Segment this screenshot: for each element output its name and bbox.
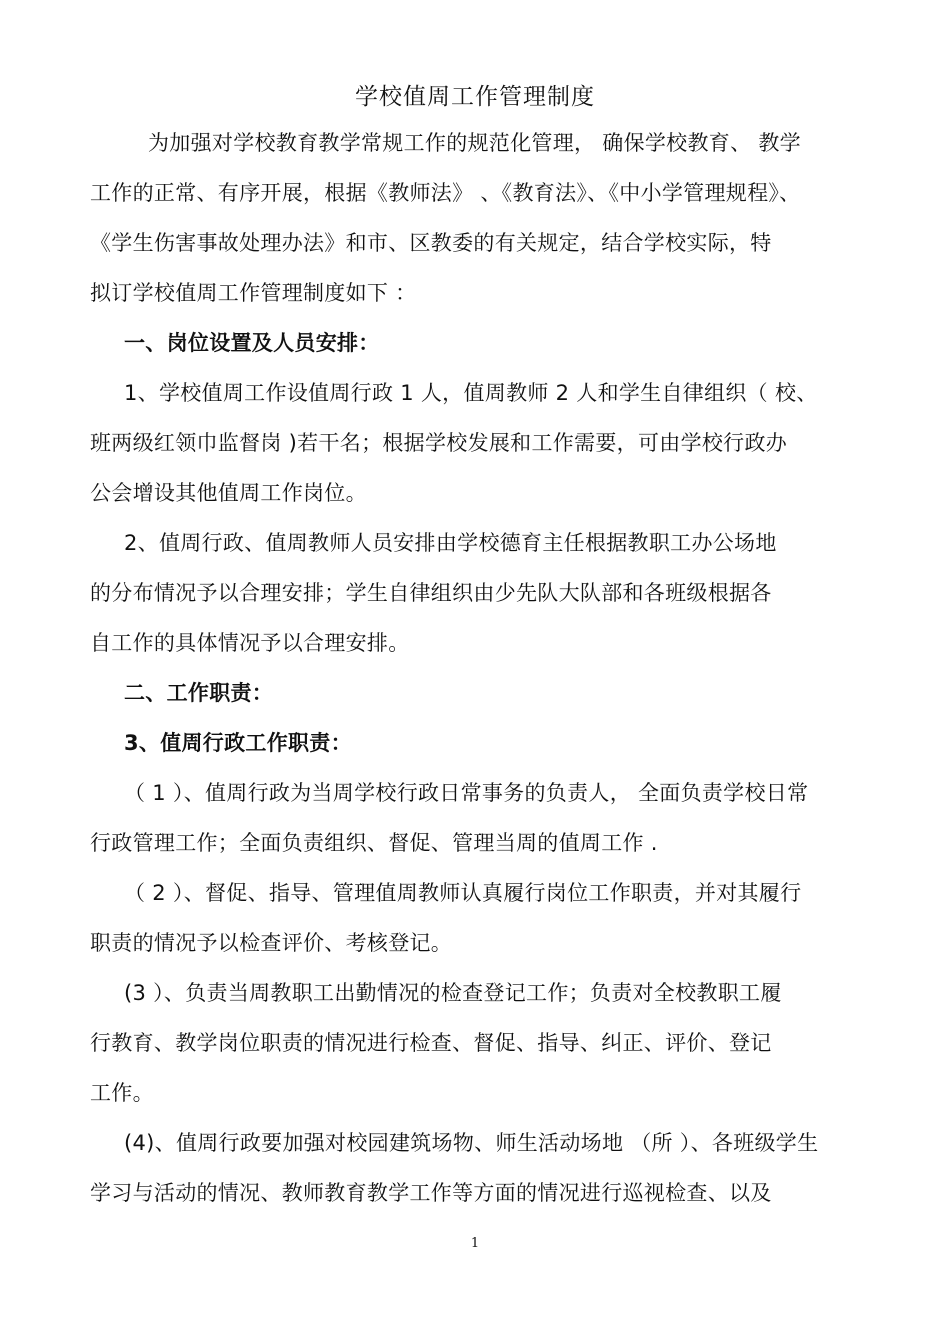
body-line-15: 行政管理工作；全面负责组织、督促、管理当周的值周工作 . <box>90 831 658 855</box>
section-heading-2: 二、工作职责： <box>124 681 274 705</box>
body-line-2: 工作的正常、有序开展，根据《教师法》 、《教育法》、《中小学管理规程》、 <box>90 181 801 205</box>
body-line-7: 班两级红领巾监督岗 )若干名；根据学校发展和工作需要，可由学校行政办 <box>90 431 788 455</box>
body-line-8: 公会增设其他值周工作岗位。 <box>90 481 367 505</box>
body-line-19: 行教育、教学岗位职责的情况进行检查、督促、指导、纠正、评价、登记 <box>90 1031 772 1055</box>
body-line-3: 《学生伤害事故处理办法》和市、区教委的有关规定，结合学校实际，特 <box>90 231 772 255</box>
section-heading-1: 一、岗位设置及人员安排： <box>124 331 380 355</box>
body-line-10: 的分布情况予以合理安排；学生自律组织由少先队大队部和各班级根据各 <box>90 581 772 605</box>
body-line-21: (4)、值周行政要加强对校园建筑场物、师生活动场地 （所 ）、各班级学生 <box>124 1131 819 1155</box>
body-line-20: 工作。 <box>90 1081 154 1105</box>
body-line-18: (3 ）、负责当周教职工出勤情况的检查登记工作；负责对全校教职工履 <box>124 981 782 1005</box>
page-number: 1 <box>470 1236 480 1251</box>
body-line-1: 为加强对学校教育教学常规工作的规范化管理， 确保学校教育、 教学 <box>148 131 801 155</box>
body-line-14: （ 1 ）、值周行政为当周学校行政日常事务的负责人， 全面负责学校日常 <box>124 781 809 805</box>
body-line-17: 职责的情况予以检查评价、考核登记。 <box>90 931 453 955</box>
body-line-11: 自工作的具体情况予以合理安排。 <box>90 631 410 655</box>
body-line-16: （ 2 ）、督促、指导、管理值周教师认真履行岗位工作职责，并对其履行 <box>124 881 802 905</box>
subsection-heading-3: 3、值周行政工作职责： <box>124 731 352 755</box>
document-title: 学校值周工作管理制度 <box>355 84 595 110</box>
body-line-9: 2、值周行政、值周教师人员安排由学校德育主任根据教职工办公场地 <box>124 531 777 555</box>
body-line-4: 拟订学校值周工作管理制度如下 ： <box>90 281 417 305</box>
body-line-6: 1、学校值周工作设值周行政 1 人，值周教师 2 人和学生自律组织（ 校、 <box>124 381 818 405</box>
body-line-22: 学习与活动的情况、教师教育教学工作等方面的情况进行巡视检查、以及 <box>90 1181 772 1205</box>
